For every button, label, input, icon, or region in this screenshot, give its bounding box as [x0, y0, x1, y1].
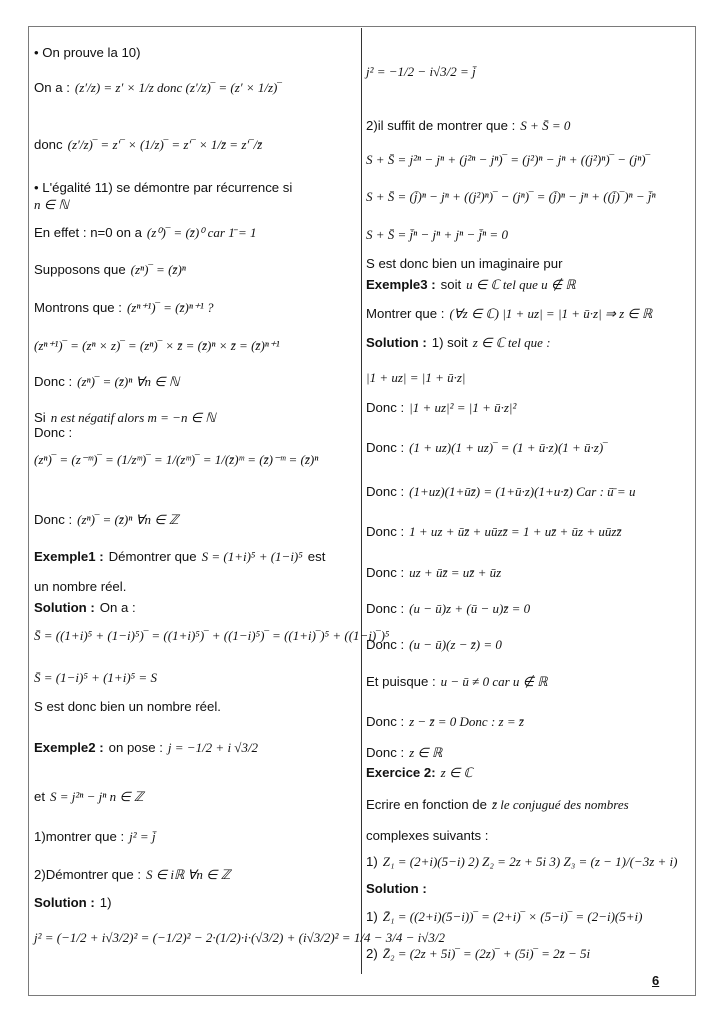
text-run: Montrer que :: [366, 306, 445, 321]
math-expression: |1 + uz| = |1 + ū·z|: [366, 370, 466, 385]
bold-label: Exercice 2:: [366, 765, 436, 780]
math-expression: (u − ū)(z − z̄) = 0: [409, 637, 502, 652]
bold-label: Exemple2 :: [34, 740, 104, 755]
math-expression: u ∈ ℂ tel que u ∉ ℝ: [466, 277, 576, 292]
left-line: [34, 579, 126, 595]
math-expression: (z′/z) = z′ × 1/z donc (z′/z)‾ = (z′ × 1/z)‾: [74, 80, 282, 95]
math-expression: j² = j̄: [129, 829, 156, 844]
left-line: [34, 930, 445, 946]
page-frame: [28, 26, 696, 996]
math-expression: z ∈ ℝ: [409, 745, 443, 760]
text-run: 1) soit: [431, 335, 468, 350]
right-line: [366, 370, 465, 386]
text-run: Et puisque :: [366, 674, 436, 689]
text-run: S est donc bien un imaginaire pur: [366, 256, 563, 271]
right-line: [366, 256, 562, 272]
math-expression: j² = (−1/2 + i√3/2)² = (−1/2)² − 2·(1/2)·i·(√3/2) + (i√3/2)² = 1/4 − 3/4 − i√3/2: [34, 930, 445, 945]
left-line: [34, 699, 221, 715]
text-run: 1): [366, 909, 378, 924]
text-run: Donc :: [34, 374, 73, 389]
bold-label: Solution :: [366, 335, 427, 350]
right-line: [366, 745, 442, 761]
text-run: on pose :: [108, 740, 163, 755]
right-line: [366, 637, 502, 653]
left-line: [34, 789, 144, 805]
right-line: [366, 400, 516, 416]
math-expression: 1 + uz + ūz̄ + uūzz̄ = 1 + uz̄ + ūz + uūzz̄: [409, 524, 622, 539]
left-line: [34, 895, 112, 911]
math-expression: (1+uz)(1+ūz̄) = (1+ū·z)(1+u·z̄) Car : ū̄ = u: [409, 484, 636, 499]
left-line: [34, 549, 325, 565]
text-run: 1): [366, 854, 378, 869]
text-run: Montrons que :: [34, 300, 122, 315]
text-run: Donc :: [366, 400, 405, 415]
math-expression: |1 + uz|² = |1 + ū·z|²: [409, 400, 517, 415]
text-run: Donc :: [34, 512, 73, 527]
math-expression: S + S̄ = 0: [520, 118, 571, 133]
left-line: [34, 180, 292, 196]
text-run: Donc :: [366, 637, 405, 652]
text-run: et: [34, 789, 45, 804]
math-expression: z ∈ ℂ tel que :: [472, 335, 551, 350]
math-expression: (u − ū)z + (ū − u)z̄ = 0: [409, 601, 531, 616]
right-line: [366, 565, 501, 581]
text-run: Donc :: [366, 440, 405, 455]
right-line: [366, 601, 530, 617]
column-divider: [361, 28, 362, 974]
page-number: 6: [652, 973, 660, 988]
left-line: [34, 374, 179, 390]
math-expression: j = −1/2 + i √3/2: [167, 740, 259, 755]
text-run: Donc :: [366, 524, 405, 539]
left-line: [34, 670, 157, 686]
right-line: [366, 881, 427, 897]
math-expression: S + S̄ = j²ⁿ − jⁿ + (j²ⁿ − jⁿ)‾ = (j²)ⁿ − jⁿ + ((j²)ⁿ)‾ − (jⁿ)‾: [366, 152, 650, 167]
math-expression: S̄ = ((1+i)⁵ + (1−i)⁵)‾ = ((1+i)⁵)‾ + ((1−i)⁵)‾ = ((1+i)‾)⁵ + ((1−i)‾)⁵: [34, 628, 390, 643]
left-line: [34, 45, 141, 61]
left-line: [34, 740, 258, 756]
left-line: [34, 338, 280, 354]
math-expression: S + S̄ = j̄ⁿ − jⁿ + jⁿ − j̄ⁿ = 0: [366, 227, 508, 242]
left-line: [34, 600, 136, 616]
right-line: [366, 306, 652, 322]
text-run: • On prouve la 10): [34, 45, 141, 60]
text-run: Donc :: [366, 565, 405, 580]
math-expression: (∀z ∈ ℂ) |1 + uz| = |1 + ū·z| ⇒ z ∈ ℝ: [449, 306, 653, 321]
text-run: complexes suivants :: [366, 828, 489, 843]
right-line: [366, 118, 570, 134]
text-run: 1): [99, 895, 112, 910]
text-run: Donc :: [366, 714, 405, 729]
right-line: [366, 909, 642, 925]
left-line: [34, 300, 213, 316]
right-line: [366, 946, 590, 962]
math-expression: Z̄₁ = ((2+i)(5−i))‾ = (2+i)‾ × (5−i)‾ = (2−i)(5+i): [382, 909, 643, 924]
text-run: est: [307, 549, 326, 564]
text-run: Donc :: [366, 745, 405, 760]
text-run: donc: [34, 137, 63, 152]
right-line: [366, 524, 622, 540]
bold-label: Solution :: [34, 600, 95, 615]
left-line: [34, 410, 216, 426]
right-line: [366, 440, 608, 456]
math-expression: (zⁿ⁺¹)‾ = (zⁿ × z)‾ = (zⁿ)‾ × z̄ = (z̄)ⁿ × z̄ = (z̄)ⁿ⁺¹: [34, 338, 280, 353]
left-line: [34, 867, 230, 883]
math-expression: n est négatif alors m = −n ∈ ℕ: [50, 410, 216, 425]
text-run: Démontrer que: [108, 549, 197, 564]
right-line: [366, 765, 473, 781]
text-run: 2): [366, 946, 378, 961]
left-line: [34, 452, 318, 468]
text-run: S est donc bien un nombre réel.: [34, 699, 221, 714]
left-line: [34, 137, 262, 153]
math-expression: (z⁰)‾ = (z̄)⁰ car 1̄ = 1: [146, 225, 257, 240]
left-line: [34, 225, 256, 241]
math-expression: (zⁿ⁺¹)‾ = (z̄)ⁿ⁺¹ ?: [126, 300, 214, 315]
text-run: 2)Démontrer que :: [34, 867, 142, 882]
left-line: [34, 262, 186, 278]
text-run: un nombre réel.: [34, 579, 127, 594]
text-run: • L'égalité 11) se démontre par récurrence si: [34, 180, 293, 195]
right-line: [366, 854, 677, 870]
text-run: Ecrire en fonction de: [366, 797, 487, 812]
math-expression: j² = −1/2 − i√3/2 = j̄: [366, 64, 476, 79]
math-expression: (zⁿ)‾ = (z̄)ⁿ: [130, 262, 186, 277]
math-expression: u − ū ≠ 0 car u ∉ ℝ: [440, 674, 548, 689]
left-line: [34, 197, 69, 213]
text-run: On a :: [99, 600, 136, 615]
right-line: [366, 152, 650, 168]
left-line: [34, 425, 72, 441]
bold-label: Exemple1 :: [34, 549, 104, 564]
bold-label: Exemple3 :: [366, 277, 436, 292]
right-line: [366, 189, 656, 205]
bold-label: Solution :: [34, 895, 95, 910]
math-expression: (1 + uz)(1 + uz)‾ = (1 + ū·z)(1 + ū·z)‾: [409, 440, 608, 455]
math-expression: z − z̄ = 0 Donc : z = z̄: [409, 714, 524, 729]
text-run: soit: [440, 277, 462, 292]
math-expression: (zⁿ)‾ = (z̄)ⁿ ∀n ∈ ℕ: [77, 374, 180, 389]
math-expression: Z̄₂ = (2z + 5i)‾ = (2z)‾ + (5i)‾ = 2z̄ − 5i: [382, 946, 591, 961]
math-expression: S̄ = (1−i)⁵ + (1+i)⁵ = S: [34, 670, 157, 685]
math-expression: (z′/z)‾ = z′‾ × (1/z)‾ = z′‾ × 1/z̄ = z′‾/z̄: [67, 137, 263, 152]
math-expression: S = j²ⁿ − jⁿ n ∈ ℤ: [50, 789, 144, 804]
math-expression: z ∈ ℂ: [440, 765, 473, 780]
text-run: Donc :: [366, 601, 405, 616]
left-line: [34, 829, 156, 845]
right-line: [366, 714, 524, 730]
text-run: Si: [34, 410, 46, 425]
text-run: 2)il suffit de montrer que :: [366, 118, 516, 133]
text-run: Donc :: [366, 484, 405, 499]
left-line: [34, 80, 282, 96]
right-line: [366, 484, 635, 500]
math-expression: n ∈ ℕ: [34, 197, 69, 212]
right-line: [366, 828, 488, 844]
math-expression: (zⁿ)‾ = (z̄)ⁿ ∀n ∈ ℤ: [77, 512, 179, 527]
bold-label: Solution :: [366, 881, 427, 896]
right-line: [366, 674, 548, 690]
math-expression: S ∈ iℝ ∀n ∈ ℤ: [146, 867, 231, 882]
math-expression: (zⁿ)‾ = (z⁻ᵐ)‾ = (1/zᵐ)‾ = 1/(zᵐ)‾ = 1/(z̄)ᵐ = (z̄)⁻ᵐ = (z̄)ⁿ: [34, 452, 319, 467]
right-line: [366, 335, 551, 351]
text-run: En effet : n=0 on a: [34, 225, 142, 240]
text-run: Supposons que: [34, 262, 126, 277]
math-expression: z̄ le conjugué des nombres: [491, 797, 629, 812]
math-expression: S = (1+i)⁵ + (1−i)⁵: [201, 549, 303, 564]
right-line: [366, 64, 476, 80]
math-expression: S + S̄ = (j̄)ⁿ − jⁿ + ((j²)ⁿ)‾ − (jⁿ)‾ = (j̄)ⁿ − jⁿ + ((j̄)‾)ⁿ − j̄ⁿ: [366, 189, 656, 204]
left-line: [34, 512, 179, 528]
right-line: [366, 797, 629, 813]
math-expression: uz + ūz̄ = uz̄ + ūz: [409, 565, 502, 580]
right-line: [366, 227, 508, 243]
math-expression: Z₁ = (2+i)(5−i) 2) Z₂ = 2z + 5i 3) Z₃ = (z − 1)/(−3z + i): [382, 854, 678, 869]
right-line: [366, 277, 576, 293]
text-run: 1)montrer que :: [34, 829, 125, 844]
text-run: Donc :: [34, 425, 73, 440]
text-run: On a :: [34, 80, 70, 95]
left-line: [34, 628, 389, 644]
